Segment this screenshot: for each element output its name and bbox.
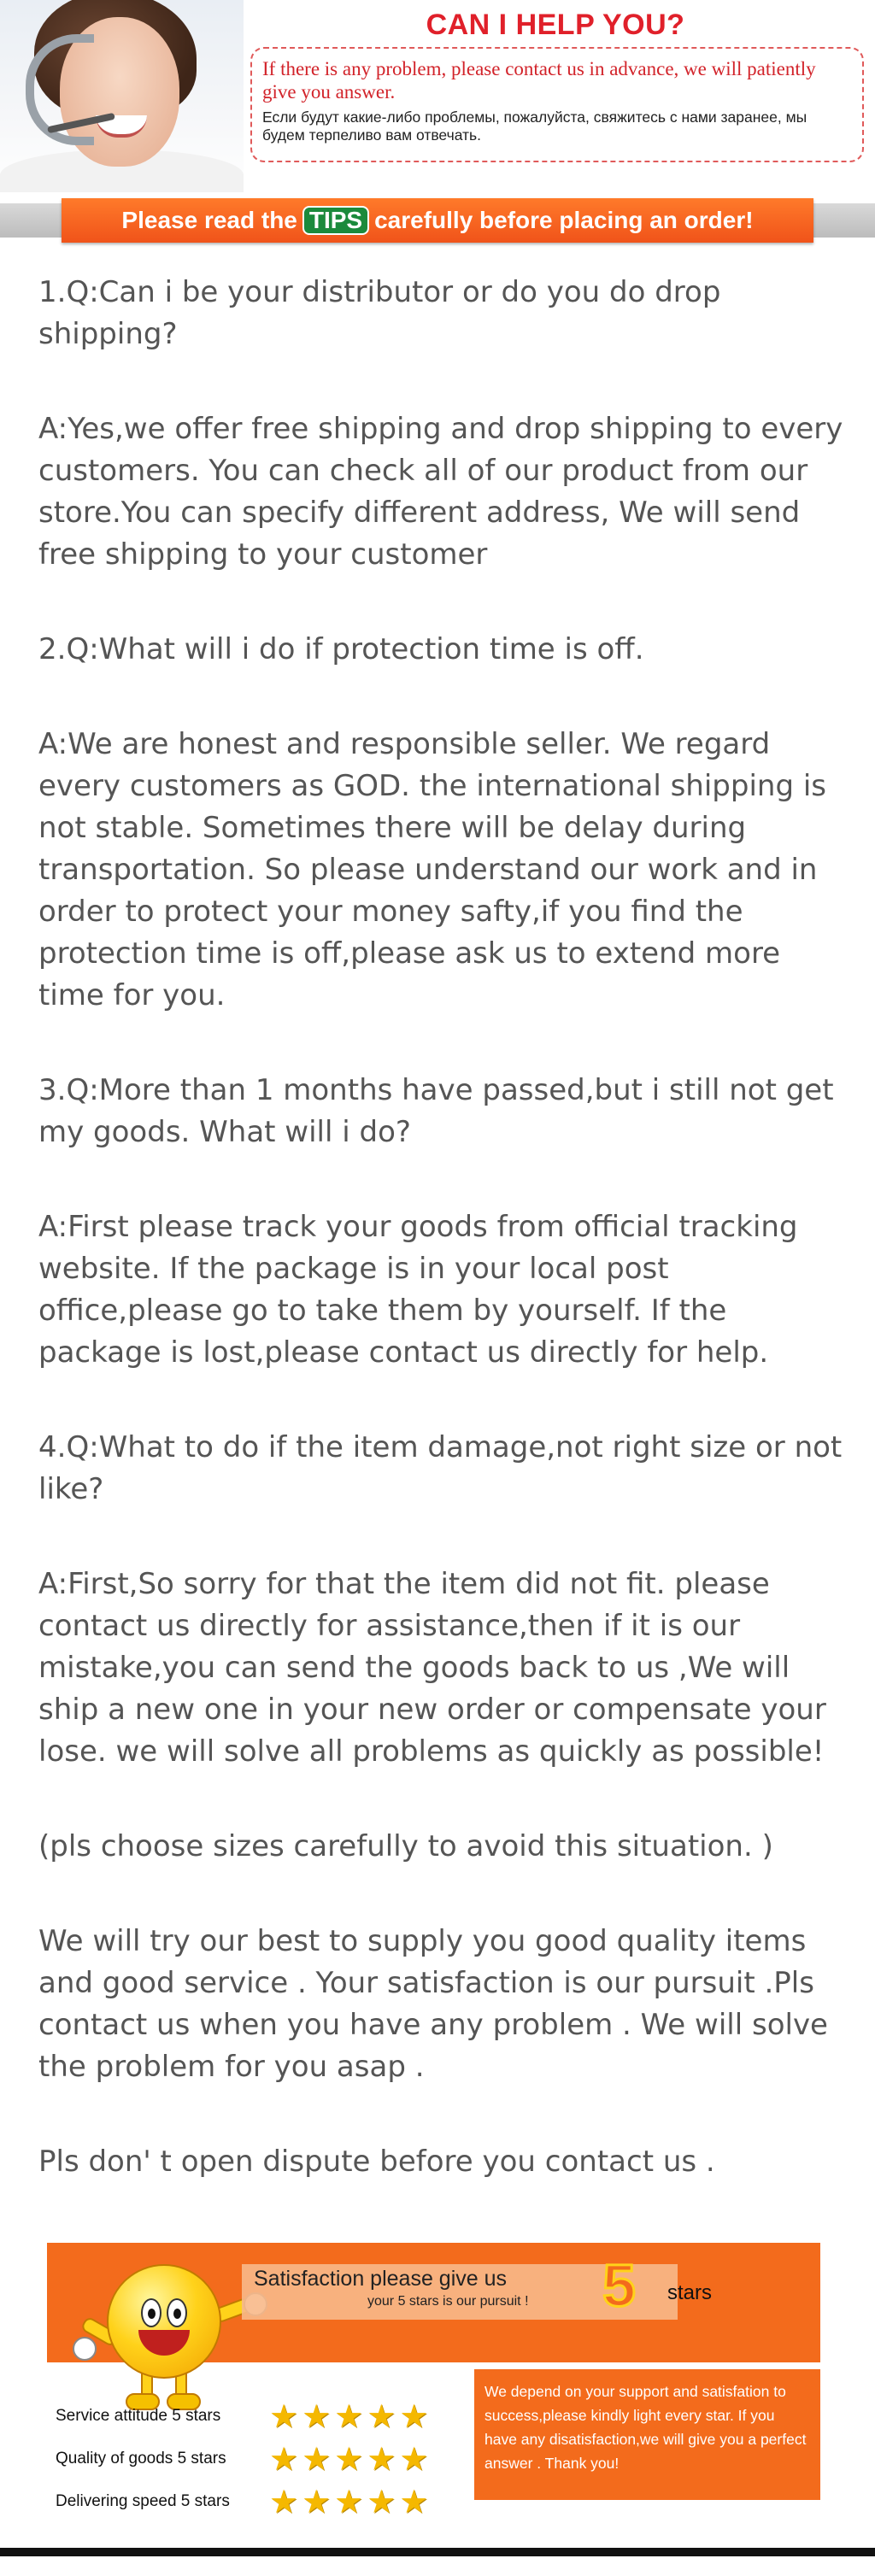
five-number: 5 (602, 2252, 636, 2319)
star-icon: ★ (334, 2440, 364, 2478)
rating-stars (269, 2399, 432, 2433)
faq-dispute-note: Pls don' t open dispute before you contact us . (38, 2145, 715, 2179)
faq-answer-4: A:First,So sorry for that the item did not fit. please contact us directly for assistance,then if it is our mistake,you can send the goods back to us ,We will ship a new one in your new order or compensate your lose. we will solve all problems as quickly as possible! (38, 1567, 826, 1769)
faq-question-1: 1.Q:Can i be your distributor or do you do drop shipping? (38, 275, 721, 351)
faq-answer-1: A:Yes,we offer free shipping and drop shipping to every customers. You can check all of our product from our store.You can specify different address, We will send free shipping to your customer (38, 412, 843, 572)
star-icon: ★ (367, 2440, 396, 2478)
help-title: CAN I HELP YOU? (426, 9, 685, 41)
star-icon: ★ (269, 2440, 299, 2478)
faq-answer-3: A:First please track your goods from official tracking website. If the package is in your local post office,please go to take them by yourself. If the package is lost,please contact us directly for help. (38, 1210, 798, 1370)
satisfaction-title: Satisfaction please give us (254, 2267, 508, 2291)
star-icon: ★ (302, 2397, 332, 2435)
tips-after: carefully before placing an order! (374, 207, 754, 233)
star-icon: ★ (302, 2483, 332, 2520)
rating-stars (269, 2485, 432, 2519)
rating-label: Delivering speed 5 stars (56, 2492, 230, 2510)
faq-size-note: (pls choose sizes carefully to avoid this situation. ) (38, 1829, 773, 1863)
bottom-divider (0, 2548, 875, 2556)
faq-answer-2: A:We are honest and responsible seller. We regard every customers as GOD. the international shipping is not stable. Sometimes there will be delay during transportation. So please understand our work and in order to protect your money safty,if you find the protection time is off,please ask us to extend more time for you. (38, 727, 827, 1012)
satisfaction-banner (47, 2243, 820, 2520)
help-message-russian: Если будут какие-либо проблемы, пожалуйста, свяжитесь с нами заранее, мы будем терпеливо вам отвечать. (262, 109, 807, 144)
ratings-list (56, 2395, 457, 2523)
star-icon: ★ (302, 2440, 332, 2478)
star-icon: ★ (367, 2397, 396, 2435)
rating-row (56, 2480, 457, 2523)
five-stars-label: stars (667, 2281, 713, 2304)
faq-question-2: 2.Q:What will i do if protection time is off. (38, 632, 644, 666)
star-icon: ★ (269, 2483, 299, 2520)
star-icon: ★ (399, 2440, 429, 2478)
help-message-english: If there is any problem, please contact us in advance, we will patiently give you answer. (262, 58, 816, 103)
star-icon: ★ (269, 2397, 299, 2435)
rating-row (56, 2438, 457, 2480)
rating-label: Service attitude 5 stars (56, 2407, 221, 2425)
satisfaction-subtitle: your 5 stars is our pursuit ! (367, 2294, 529, 2309)
tips-before: Please read the (121, 207, 297, 233)
faq-question-4: 4.Q:What to do if the item damage,not right size or not like? (38, 1430, 843, 1506)
faq-service-note: We will try our best to supply you good quality items and good service . Your satisfaction is our pursuit .Pls contact us when you have any problem . We will solve the problem for you asap . (38, 1924, 828, 2084)
star-icon: ★ (399, 2483, 429, 2520)
help-message-box (250, 47, 864, 162)
star-icon: ★ (399, 2397, 429, 2435)
faq-section (38, 272, 850, 2236)
satisfaction-note: We depend on your support and satisfation to success,please kindly light every star. If you have any disatisfaction,we will give you a perfect answer . Thank you! (474, 2369, 820, 2500)
tips-highlight: TIPS (302, 206, 369, 235)
rating-row (56, 2395, 457, 2438)
star-icon: ★ (334, 2397, 364, 2435)
rating-stars (269, 2442, 432, 2476)
tips-banner (0, 198, 875, 243)
rating-label: Quality of goods 5 stars (56, 2450, 226, 2467)
help-header (0, 0, 875, 192)
star-icon: ★ (334, 2483, 364, 2520)
support-agent-photo (0, 0, 244, 192)
star-icon: ★ (367, 2483, 396, 2520)
faq-question-3: 3.Q:More than 1 months have passed,but i still not get my goods. What will i do? (38, 1073, 834, 1149)
